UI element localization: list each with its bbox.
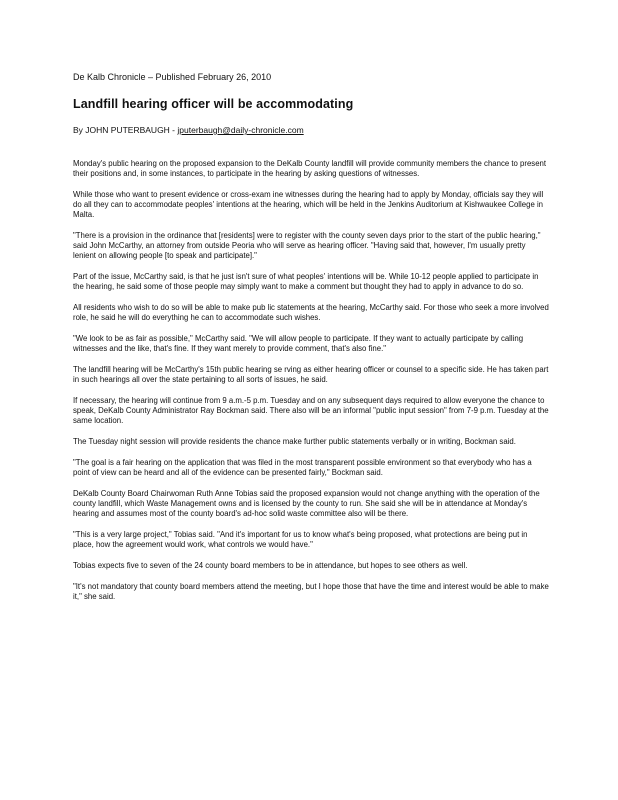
article-paragraph: All residents who wish to do so will be able to make pub lic statements at the hearing, McCarthy said. For those who seek a more involved role, he said he will do everything he can to accommodate such wishes. [73, 303, 549, 322]
article-paragraph: Part of the issue, McCarthy said, is that he just isn't sure of what peoples' intentions will be. While 10-12 people applied to participate in the hearing, he said some of those people may simply want to make a comment but thought they had to apply in advance to do so. [73, 272, 539, 291]
article-paragraph: DeKalb County Board Chairwoman Ruth Anne Tobias said the proposed expansion would not change anything with the operation of the county landfill, which Waste Management owns and is licensed by the county to run. She said she will be in attendance at Monday's hearing and assumes most of the county board's ad-hoc solid waste committee also will be there. [73, 489, 540, 518]
article-body [73, 159, 549, 613]
article-paragraph: While those who want to present evidence or cross-exam ine witnesses during the hearing had to apply by Monday, officials say they will do all they can to accommodate peoples' intentions at the hearing, which will be held in the Jenkins Auditorium at Kishwaukee College in Malta. [73, 190, 544, 219]
article-paragraph: The Tuesday night session will provide residents the chance make further public statements verbally or in writing, Bockman said. [73, 437, 516, 446]
article-paragraph: "It's not mandatory that county board members attend the meeting, but I hope those that have the time and interest would be able to make it," she said. [73, 582, 549, 601]
article-paragraph: Tobias expects five to seven of the 24 county board members to be in attendance, but hopes to see others as well. [73, 561, 468, 570]
article-headline: Landfill hearing officer will be accommodating [73, 97, 354, 111]
article-paragraph: The landfill hearing will be McCarthy's 15th public hearing se rving as either hearing officer or counsel to a specific side. He has taken part in such hearings all over the state pertaining to all sorts of issues, he said. [73, 365, 549, 384]
byline-author: By JOHN PUTERBAUGH - [73, 125, 176, 135]
article-paragraph: "There is a provision in the ordinance that [residents] were to register with the county seven days prior to the start of the public hearing," said John McCarthy, an attorney from outside Peoria who will serve as hearing officer. "Having said that, however, I'm usually pretty lenient on allowing people [to speak and participate]." [73, 231, 541, 260]
article-paragraph: "This is a very large project," Tobias said. "And it's important for us to know what's being proposed, what protections are being put in place, how the agreement would work, what controls we would have." [73, 530, 528, 549]
author-email-link[interactable]: jputerbaugh@daily-chronicle.com [177, 125, 304, 135]
byline [73, 125, 304, 135]
article-paragraph: "The goal is a fair hearing on the application that was filed in the most transparent possible environment so that everybody who has a point of view can be heard and all of the evidence can be presented fairly," Bockman said. [73, 458, 532, 477]
article-paragraph: "We look to be as fair as possible," McCarthy said. "We will allow people to participate. If they want to actually participate by calling witnesses and the like, that's fine. If they want merely to provide comment, that's also fine." [73, 334, 524, 353]
publication-source: De Kalb Chronicle – Published February 26, 2010 [73, 72, 272, 82]
article-paragraph: If necessary, the hearing will continue from 9 a.m.-5 p.m. Tuesday and on any subsequent days required to allow everyone the chance to speak, DeKalb County Administrator Ray Bockman said. There also will be an informal "public input session" from 7-9 p.m. Tuesday at the same location. [73, 396, 549, 425]
article-paragraph: Monday's public hearing on the proposed expansion to the DeKalb County landfill will provide community members the chance to present their positions and, in some instances, to participate in the hearing by asking questions of witnesses. [73, 159, 547, 178]
